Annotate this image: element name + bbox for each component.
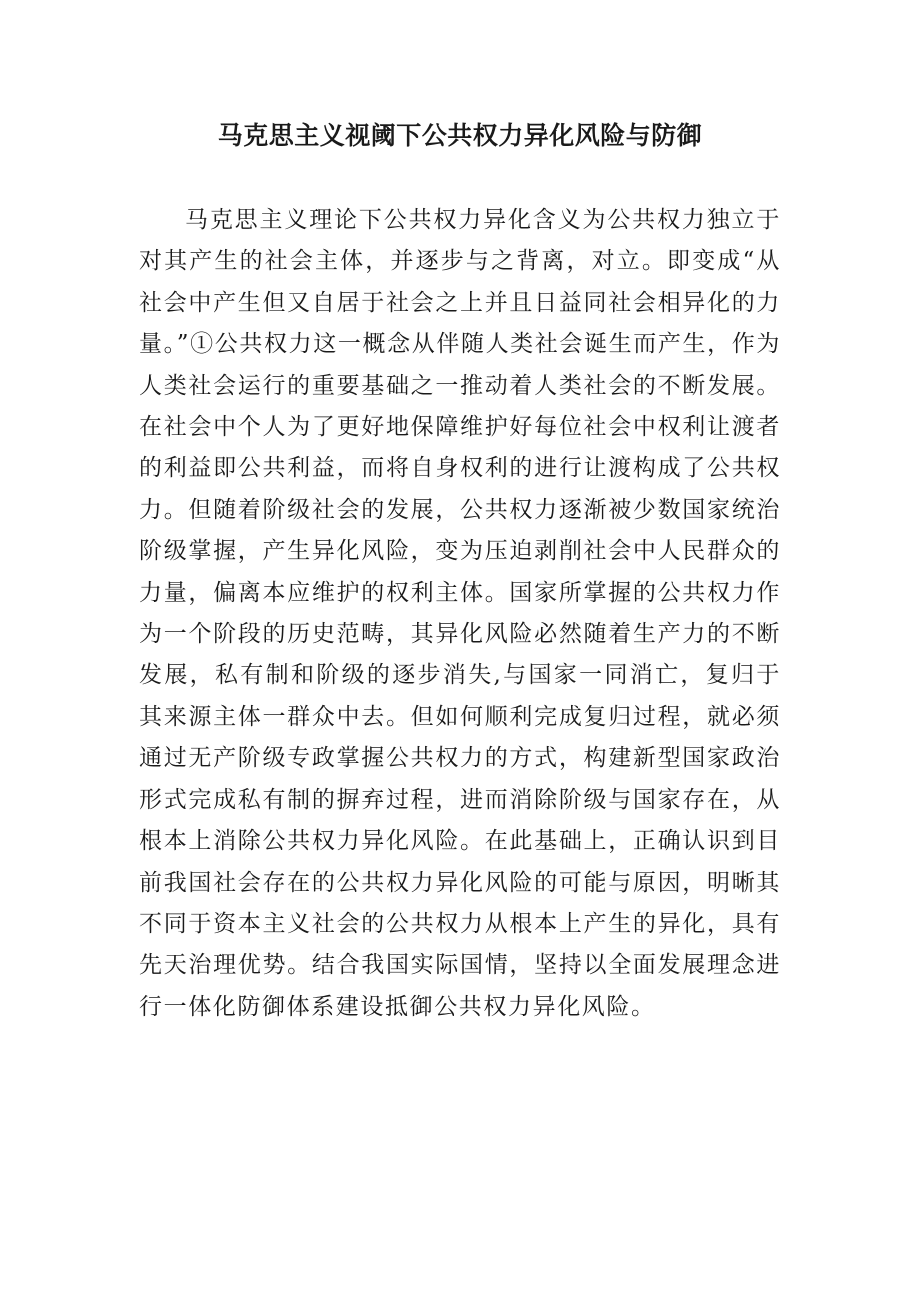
document-title: 马克思主义视阈下公共权力异化风险与防御 [217, 121, 703, 150]
body-paragraph: 马克思主义理论下公共权力异化含义为公共权力独立于对其产生的社会主体，并逐步与之背离，对立。即变成“从社会中产生但又自居于社会之上并且日益同社会相异化的力量。”①公共权力这一概念从伴随人类社会诞生而产生，作为人类社会运行的重要基础之一推动着人类社会的不断发展。在社会中个人为了更好地保障维护好每位社会中权利让渡者的利益即公共利益，而将自身权利的进行让渡构成了公共权力。但随着阶级社会的发展，公共权力逐渐被少数国家统治阶级掌握，产生异化风险，变为压迫剥削社会中人民群众的力量，偏离本应维护的权利主体。国家所掌握的公共权力作为一个阶段的历史范畴，其异化风险必然随着生产力的不断发展，私有制和阶级的逐步消失,与国家一同消亡，复归于其来源主体一群众中去。但如何顺利完成复归过程，就必须通过无产阶级专政掌握公共权力的方式，构建新型国家政治形式完成私有制的摒弃过程，进而消除阶级与国家存在，从根本上消除公共权力异化风险。在此基础上，正确认识到目前我国社会存在的公共权力异化风险的可能与原因，明晰其不同于资本主义社会的公共权力从根本上产生的异化，具有先天治理优势。结合我国实际国情，坚持以全面发展理念进行一体化防御体系建设抵御公共权力异化风险。 [139, 207, 781, 1020]
